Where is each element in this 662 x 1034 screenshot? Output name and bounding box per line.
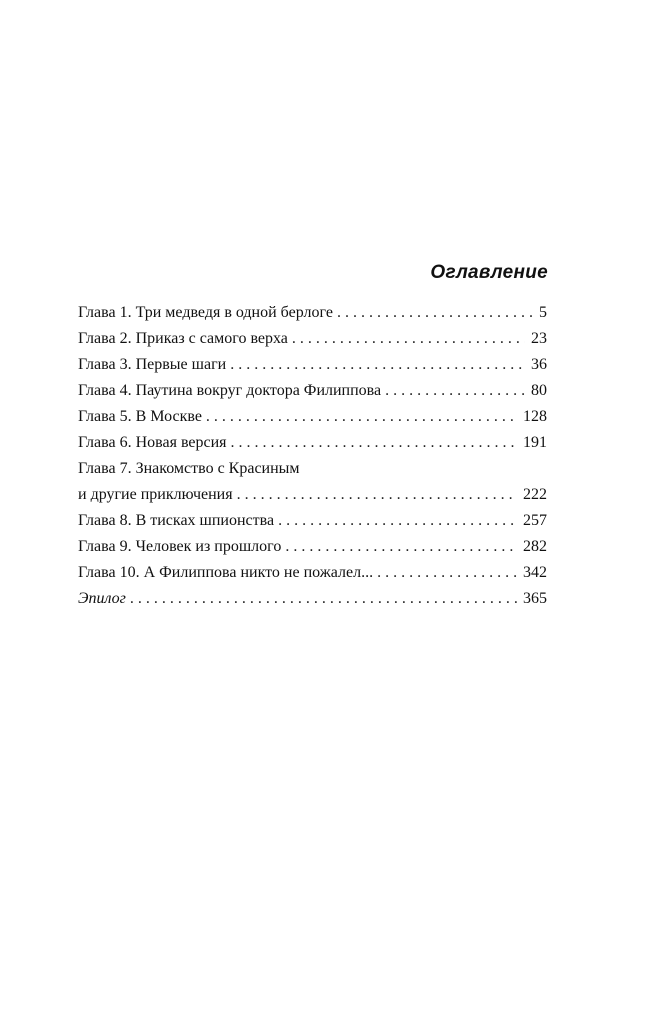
- toc-entry-page-number: 342: [523, 564, 547, 581]
- toc-entry-page-number: 23: [531, 330, 547, 347]
- toc-entry-label: Глава 10. А Филиппова никто не пожалел...: [78, 564, 374, 581]
- dot-leader: [385, 378, 525, 404]
- dot-leader: [230, 352, 525, 378]
- toc-entry-page-number: 36: [531, 356, 547, 373]
- dot-leader: [337, 300, 533, 326]
- toc-entry-label: Глава 3. Первые шаги: [78, 356, 227, 373]
- toc-entry-page-number: 222: [523, 486, 547, 503]
- toc-entry-page-number: 257: [523, 512, 547, 529]
- toc-entry-label: Глава 5. В Москве: [78, 408, 202, 425]
- toc-entry-chapter-5: [78, 404, 547, 430]
- toc-entry-chapter-8: [78, 508, 547, 534]
- dot-leader: [130, 586, 517, 612]
- dot-leader: [278, 508, 517, 534]
- toc-entry-page-number: 80: [531, 382, 547, 399]
- toc-entry-page-number: 365: [523, 590, 547, 607]
- dot-leader: [206, 404, 517, 430]
- dot-leader: [237, 482, 517, 508]
- toc-entry-chapter-3: [78, 352, 547, 378]
- toc-entry-label-line-2: и другие приключения: [78, 486, 233, 503]
- toc-entry-page-number: 282: [523, 538, 547, 555]
- toc-entry-epilogue: [78, 586, 547, 612]
- dot-leader: [285, 534, 517, 560]
- toc-entry-chapter-10: [78, 560, 547, 586]
- toc-entry-chapter-9: [78, 534, 547, 560]
- dot-leader: [231, 430, 517, 456]
- toc-entry-label: Глава 9. Человек из прошлого: [78, 538, 282, 555]
- toc-entry-chapter-2: [78, 326, 547, 352]
- toc-entry-chapter-6: [78, 430, 547, 456]
- toc-entry-page-number: 191: [523, 434, 547, 451]
- toc-entry-label: Глава 4. Паутина вокруг доктора Филиппова: [78, 382, 382, 399]
- toc-entry-label-line-1: Глава 7. Знакомство с Красиным: [78, 460, 300, 477]
- toc-entry-chapter-4: [78, 378, 547, 404]
- toc-entry-page-number: 5: [539, 304, 547, 321]
- table-of-contents: [78, 300, 547, 612]
- toc-entry-chapter-1: [78, 300, 547, 326]
- toc-entry-chapter-7: [78, 456, 547, 508]
- page-title: Оглавление: [430, 262, 548, 283]
- toc-entry-label: Глава 8. В тисках шпионства: [78, 512, 275, 529]
- dot-leader: [377, 560, 517, 586]
- toc-entry-label: Глава 6. Новая версия: [78, 434, 227, 451]
- toc-entry-page-number: 128: [523, 408, 547, 425]
- dot-leader: [292, 326, 525, 352]
- toc-entry-label: Глава 2. Приказ с самого верха: [78, 330, 288, 347]
- toc-entry-label: Эпилог: [78, 590, 126, 607]
- toc-entry-label: Глава 1. Три медведя в одной берлоге: [78, 304, 333, 321]
